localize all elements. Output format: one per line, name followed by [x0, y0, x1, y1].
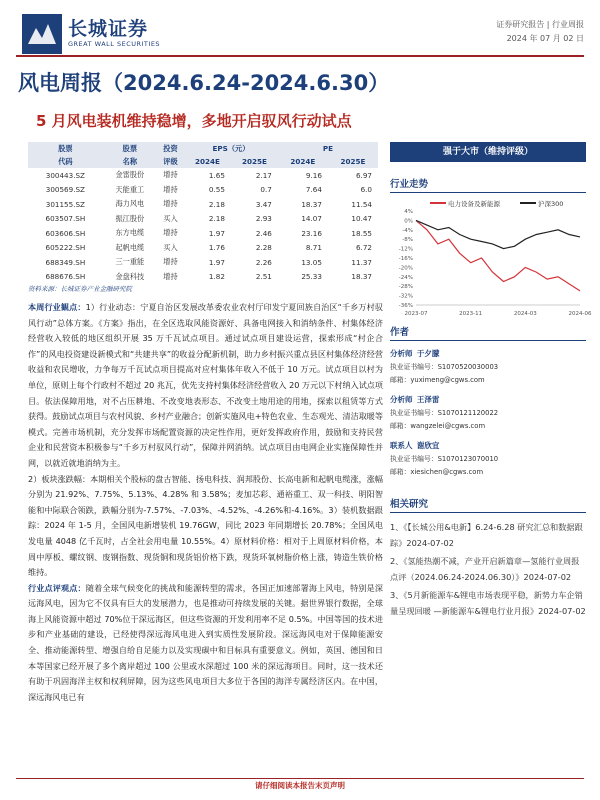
table-row	[28, 168, 378, 183]
y-tick-label: -4%	[402, 227, 413, 234]
table-header-row	[28, 142, 378, 155]
table-cell: 18.37	[301, 199, 322, 209]
table-cell: 18.55	[351, 228, 372, 238]
author-email[interactable]: wangzelei@cgws.com	[410, 422, 486, 430]
author-cert: S1070121120022	[437, 409, 499, 417]
table-cell: 605222.SH	[45, 243, 86, 253]
author-email[interactable]: xiesichen@cgws.com	[410, 468, 484, 476]
th-rating2: 评级	[157, 155, 184, 168]
paragraph-text: 2）板块涨跌幅：本期相关个股标的盘古智能、扬电科技、润邦股份、长高电新和起帆电缆涨，涨幅分别为 21.92%、7.75%、5.13%、4.28% 和 3.58%；麦加芯彩、通裕重工、双一科技、明阳智能和中际联合领跌，跌幅分别为-7.57%、-7.03%、-4.52%、-4.26%和-4.16%。3）装机数据跟踪：2024 年 1-5 月，全国风电新增装机 19.76GW，同比 2023 年同期增长 20.78%；全国风电发电量 4048 亿千瓦时，占全社会用电量 10.55%。4）原材料价格：相对于上周原材料价格，本周中厚板、螺纹钢、废钢指数、现货铜和现货铝价格下跌，现货环氧树脂价格上涨，铸造生铁价格维持。	[28, 473, 383, 578]
cert-label: 执业证书编号：	[390, 455, 438, 463]
x-tick-label: 2024-06	[568, 311, 592, 317]
header-divider	[16, 55, 584, 57]
table-cell: 6.97	[355, 170, 372, 180]
table-cell: 增持	[163, 184, 178, 194]
th-pe-2025: 2025E	[328, 155, 378, 168]
cert-label: 执业证书编号：	[390, 363, 438, 371]
logo-name-cn: 长城证券	[68, 18, 149, 40]
th-name2: 名称	[103, 155, 157, 168]
table-cell: 金雷股份	[115, 170, 145, 180]
paragraph-views	[28, 300, 383, 472]
report-title: 风电周报（2024.6.24-2024.6.30）	[18, 71, 390, 95]
table-cell: 2.51	[255, 272, 272, 282]
table-cell: 增持	[163, 271, 178, 281]
email-label: 邮箱：	[390, 376, 411, 384]
rating-badge: 强于大市（维持评级）	[390, 142, 586, 162]
section-label: 行业点评观点：	[28, 582, 86, 593]
related-title: 相关研究	[390, 496, 586, 513]
table-cell: 300443.SZ	[45, 170, 85, 180]
related-item[interactable]: 2、《氢能热潮不减，产业开启新篇章—氢能行业周报点评（2024.06.24-2024.06.30）》2024-07-02	[390, 556, 580, 582]
table-cell: 2.93	[255, 214, 272, 224]
author-card	[390, 439, 586, 479]
stock-table	[28, 142, 378, 284]
table-row	[28, 197, 378, 212]
table-cell: 9.16	[305, 170, 322, 180]
table-cell: 10.47	[351, 214, 372, 224]
authors-section	[390, 324, 586, 485]
table-cell: 2.17	[255, 170, 272, 180]
author-name: 王泽雷	[416, 395, 440, 404]
table-cell: 11.37	[351, 257, 372, 267]
author-cert: S1070520030003	[437, 363, 499, 371]
company-logo	[22, 14, 62, 54]
table-cell: 2.46	[255, 228, 272, 238]
report-subtitle: 5 月风电装机维持稳增，多地开启驭风行动试点	[36, 112, 352, 130]
table-cell: 3.47	[255, 199, 272, 209]
report-date: 2024 年 07 月 02 日	[506, 34, 584, 43]
email-label: 邮箱：	[390, 422, 411, 430]
table-cell: 1.82	[208, 272, 225, 282]
table-source: 资料来源：长城证券产业金融研究院	[28, 285, 132, 293]
series-line-1	[416, 220, 580, 248]
table-cell: 18.37	[351, 272, 372, 282]
table-row	[28, 226, 378, 241]
report-meta	[496, 18, 584, 46]
th-rating: 投资	[157, 142, 184, 155]
table-cell: 300569.SZ	[45, 185, 85, 195]
x-tick-label: 2023-07	[404, 311, 428, 317]
footer-disclaimer: 请仔细阅读本报告末页声明	[255, 781, 345, 790]
table-row	[28, 255, 378, 270]
y-tick-label: -24%	[398, 274, 413, 281]
related-item[interactable]: 1、《【长城公用&电新】6.24-6.28 研究汇总和数据跟踪》2024-07-02	[390, 522, 583, 548]
table-cell: 7.64	[305, 185, 322, 195]
table-cell: 起帆电缆	[115, 242, 145, 252]
table-cell: 6.0	[360, 185, 372, 195]
table-cell: 13.05	[301, 257, 322, 267]
table-cell: 天能重工	[115, 184, 145, 194]
author-card	[390, 393, 586, 433]
table-cell: 1.97	[208, 228, 225, 238]
y-tick-label: -20%	[398, 265, 413, 272]
section-label: 本周行业観点：	[28, 302, 86, 312]
table-cell: 2.28	[255, 243, 272, 253]
table-cell: 688349.SH	[45, 257, 86, 267]
table-row	[28, 241, 378, 256]
table-cell: 14.07	[301, 214, 322, 224]
table-cell: 2.18	[208, 199, 225, 209]
logo-name-en: GREAT WALL SECURITIES	[68, 40, 161, 48]
table-cell: 0.7	[260, 185, 272, 195]
table-header-row	[28, 155, 378, 168]
table-cell: 2.18	[208, 214, 225, 224]
author-card	[390, 347, 586, 387]
table-cell: 海力风电	[115, 199, 145, 209]
table-cell: 金盘科技	[115, 271, 145, 281]
table-cell: 1.65	[208, 170, 225, 180]
table-row	[28, 270, 378, 285]
th-eps-2025: 2025E	[231, 155, 278, 168]
table-cell: 2.26	[255, 257, 272, 267]
author-role: 联系人	[390, 441, 413, 450]
th-pe-2024: 2024E	[278, 155, 328, 168]
table-cell: 301155.SZ	[45, 199, 85, 209]
author-email[interactable]: yuximeng@cgws.com	[410, 376, 485, 384]
legend-label-industry: 电力设备及新能源	[448, 200, 500, 208]
y-tick-label: -36%	[398, 303, 413, 309]
table-cell: 8.71	[305, 243, 322, 253]
th-code: 股票	[28, 142, 103, 155]
paragraph-text: 1）行业动态：宁夏自治区发展改革委农业农村厅印发宁夏回族自治区“千乡万村驭风行动”总体方案。《方案》指出，在全区选取风能资源好、具备电网接入和消纳条件、村集体经济经营收入较低的地区组织开展 35 万千瓦试点项目。通过试点项目建设运营，探索形成“村企合作”的风电投资建设新模式和“共建共享”的收益分配新机制，助力乡村振兴重点县区村集体经济经营收益和农民增收，力争每万千瓦试点项目提高对应村集体年收入不低于 10 万元。试点项目以村为单位，原则上每个行政村不超过 20 兆瓦，优先支持村集体经济经营收入 20 万元以下村纳入试点项目。依法保障用地，对不占压耕地、不改变地表形态、不改变土地用途的用地，探索以租赁等方式获得。鼓励试点项目与农村风貌、乡村产业融合；创新实施风电+特色农业、生态观光、清洁取暖等模式。完善市场机制，充分发挥市场配置资源的决定性作用，更好发挥政府作用，鼓励和支持民营企业和民营资本积极参与“千乡万村驭风行动”，保障并网消纳。试点项目由电网企业实施保障性并网，以就近就地消纳为主。	[28, 302, 383, 468]
author-name: 于夕朦	[416, 349, 440, 358]
table-cell: 6.72	[355, 243, 372, 253]
trend-chart	[390, 193, 592, 323]
table-cell: 603606.SH	[45, 228, 86, 238]
authors-title: 作者	[390, 324, 586, 341]
author-cert: S1070123070010	[437, 455, 499, 463]
email-label: 邮箱：	[390, 468, 411, 476]
table-cell: 0.55	[208, 185, 225, 195]
y-tick-label: -32%	[398, 293, 413, 300]
table-cell: 买入	[163, 242, 178, 252]
th-code2: 代码	[28, 155, 103, 168]
table-cell: 25.33	[301, 272, 322, 282]
y-tick-label: -8%	[402, 237, 413, 244]
y-tick-label: 0%	[404, 218, 413, 225]
table-cell: 振江股份	[115, 213, 145, 223]
legend-label-index: 沪深300	[538, 200, 564, 208]
trend-title: 行业走势	[390, 176, 586, 193]
author-role: 分析师	[390, 349, 413, 358]
report-type: 证券研究报告 | 行业周报	[496, 20, 584, 29]
x-tick-label: 2024-03	[513, 311, 537, 317]
author-role: 分析师	[390, 395, 413, 404]
y-tick-label: -16%	[398, 256, 413, 262]
body-text	[28, 300, 383, 705]
th-eps: EPS（元）	[184, 142, 278, 155]
table-cell: 603507.SH	[45, 214, 86, 224]
y-tick-label: -12%	[398, 246, 413, 253]
table-cell: 增持	[163, 170, 178, 180]
related-item[interactable]: 3、《5月新能源车&锂电市场表现平稳，新势力车企销量呈现回暖 —新能源车&锂电行业月报》2024-07-02	[390, 590, 586, 616]
paragraph-text: 随着全球气候变化的挑战和能源转型的需求，各国正加速部署海上风电，特别是深远海风电，因为它不仅具有巨大的发展潜力，也是推动可持续发展的关键。据世界银行数据，全球海上风能资源中超过 70%位于深远海区，但这些资源的开发利用率不足 0.5%。中国等国的技术进步和产业基础的建设，已经使得深远海风电进入到实质性发展阶段。深远海风电对于保障能源安全、推动能源转型、增强自给自足能力以及实现碳中和目标具有重要意义。例如，英国、德国和日本等国家已经开展了多个离岸超过 100 公里或水深超过 100 米的深远海项目。同时，这一技术还有助于巩固海洋主权和权利屏障，因为这些风电项目大多位于各国的海洋专属经济区内。在中国，深远海风电已有	[28, 582, 383, 702]
author-name: 谢欣宜	[416, 441, 440, 450]
table-cell: 23.16	[301, 228, 322, 238]
trend-section	[390, 176, 592, 327]
table-cell: 1.97	[208, 257, 225, 267]
y-tick-label: -28%	[398, 284, 413, 291]
paragraph-data	[28, 472, 383, 581]
y-tick-label: 4%	[404, 209, 413, 215]
cert-label: 执业证书编号：	[390, 409, 438, 417]
paragraph-comment	[28, 581, 383, 706]
th-pe: PE	[278, 142, 378, 155]
th-name: 股票	[103, 142, 157, 155]
related-section	[390, 496, 586, 621]
table-cell: 三一重能	[115, 257, 145, 267]
table-cell: 增持	[163, 228, 178, 238]
table-row	[28, 212, 378, 227]
table-cell: 买入	[163, 213, 178, 223]
table-cell: 688676.SH	[45, 272, 86, 282]
x-tick-label: 2023-11	[459, 311, 483, 317]
table-cell: 东方电缆	[115, 228, 145, 238]
table-row	[28, 183, 378, 198]
footer-divider	[16, 778, 584, 779]
table-cell: 增持	[163, 257, 178, 267]
table-cell: 11.54	[351, 199, 372, 209]
th-eps-2024: 2024E	[184, 155, 231, 168]
table-cell: 增持	[163, 199, 178, 209]
table-cell: 1.76	[208, 243, 225, 253]
